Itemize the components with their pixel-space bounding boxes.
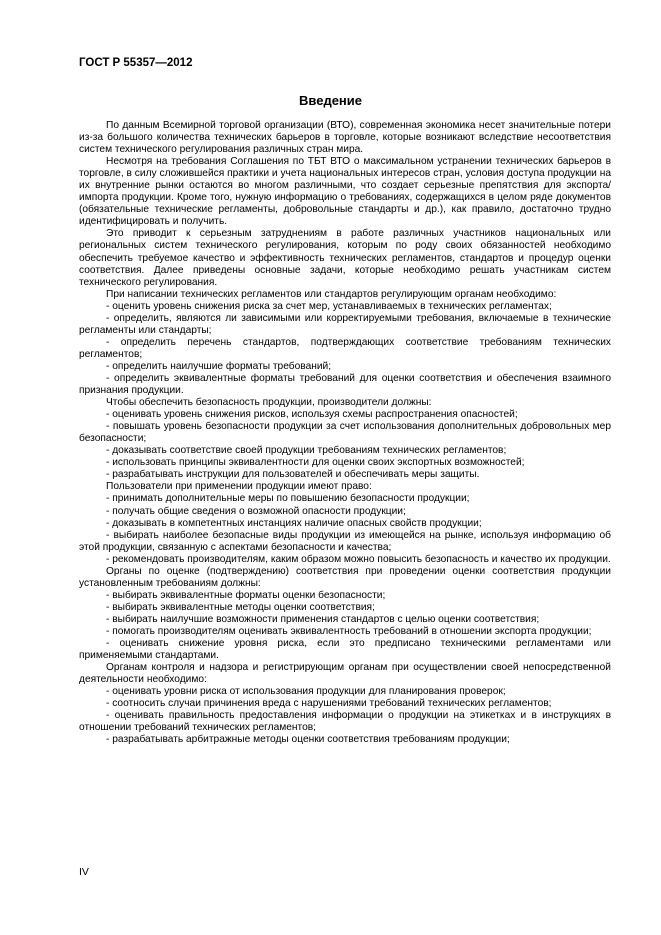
paragraph: Органам контроля и надзора и регистрирующим органам при осуществлении своей непосредственной деятельности необходимо:: [79, 662, 611, 686]
paragraph: - определить, являются ли зависимыми или корректируемыми требования, включаемые в технические регламенты или стандарты;: [79, 312, 611, 336]
paragraph: Это приводит к серьезным затруднениям в работе различных участников национальных или региональных систем технического регулирования, которым по роду своих обязанностей необходимо обеспечить требуемое качество и эффективность технических регламентов, стандартов и процедур оценки соответствия. Далее приведены основные задачи, которые необходимо решать участникам систем технического регулирования.: [79, 228, 611, 288]
section-title: Введение: [299, 93, 362, 108]
paragraph: - повышать уровень безопасности продукции за счет использования дополнительных добровольных мер безопасности;: [79, 421, 611, 445]
paragraph: Пользователи при применении продукции имеют право:: [106, 481, 372, 493]
paragraph: - оценивать снижение уровня риска, если это предписано техническими регламентами или применяемыми стандартами.: [79, 638, 611, 662]
paragraph: - оценивать уровни риска от использования продукции для планирования проверок;: [106, 686, 506, 698]
paragraph: Органы по оценке (подтверждению) соответствия при проведении оценки соответствия продукции установленным требованиям должны:: [79, 565, 611, 589]
paragraph: - получать общие сведения о возможной опасности продукции;: [106, 505, 406, 517]
paragraph: - определить эквивалентные форматы требований для оценки соответствия и обеспечения взаимного признания продукции.: [79, 372, 611, 397]
paragraph: - принимать дополнительные меры по повышению безопасности продукции;: [106, 493, 470, 505]
paragraph: - определить наилучшие форматы требований;: [106, 360, 332, 372]
paragraph: - выбирать эквивалентные форматы оценки безопасности;: [106, 589, 386, 601]
paragraph: - доказывать соответствие своей продукции требованиям технических регламентов;: [106, 445, 507, 457]
paragraph: - выбирать наилучшие возможности применения стандартов с целью оценки соответствия;: [106, 613, 540, 625]
paragraph: - выбирать наиболее безопасные виды продукции из имеющейся на рынке, используя информацию об этой продукции, связанную с аспектами безопасности и качества;: [79, 529, 611, 553]
paragraph: Чтобы обеспечить безопасность продукции, производители должны:: [106, 397, 432, 409]
paragraph: - выбирать эквивалентные методы оценки соответствия;: [106, 601, 375, 613]
document-body: [79, 120, 611, 746]
paragraph: - разрабатывать арбитражные методы оценки соответствия требованиям продукции;: [106, 734, 510, 746]
page-number: IV: [79, 866, 89, 878]
paragraph: - разрабатывать инструкции для пользователей и обеспечивать меры защиты.: [106, 469, 480, 481]
paragraph: По данным Всемирной торговой организации (ВТО), современная экономика несет значительные потери из-за большого количества технических барьеров в торговле, которые возникают вследствие несоответствия систем технического регулирования различных стран мира.: [79, 120, 611, 156]
paragraph: - рекомендовать производителям, каким образом можно повысить безопасность и качество их продукции.: [106, 553, 611, 565]
paragraph: - оценивать правильность предоставления информации о продукции на этикетках и в инструкциях в отношении требований технических регламентов;: [79, 710, 611, 734]
paragraph: - помогать производителям оценивать эквивалентность требований в отношении экспорта продукции;: [106, 625, 592, 637]
paragraph: Несмотря на требования Соглашения по ТБТ ВТО о максимальном устранении технических барьеров в торговле, в силу сложившейся практики и учета национальных интересов стран, условия доступа продукции на их внутренние рынки остаются во многом различными, что создает серьезные препятствия для экспорта/импорта продукции. Кроме того, нужную информацию о требованиях, содержащихся в целом ряде документов (обязательные технические регламенты, добровольные стандарты и др.), как правило, достаточно трудно идентифицировать и получить.: [79, 156, 611, 228]
paragraph: - оценивать уровень снижения рисков, используя схемы распространения опасностей;: [106, 409, 518, 421]
paragraph: - соотносить случаи причинения вреда с нарушениями требований технических регламентов;: [106, 698, 552, 710]
paragraph: - оценить уровень снижения риска за счет мер, устанавливаемых в технических регламентах;: [106, 300, 552, 312]
paragraph: - использовать принципы эквивалентности для оценки своих экспортных возможностей;: [106, 457, 525, 469]
paragraph: При написании технических регламентов или стандартов регулирующим органам необходимо:: [106, 288, 557, 300]
document-header: ГОСТ Р 55357—2012: [79, 57, 193, 69]
paragraph: - доказывать в компетентных инстанциях наличие опасных свойств продукции;: [106, 517, 482, 529]
paragraph: - определить перечень стандартов, подтверждающих соответствие требованиям технических регламентов;: [79, 336, 611, 360]
